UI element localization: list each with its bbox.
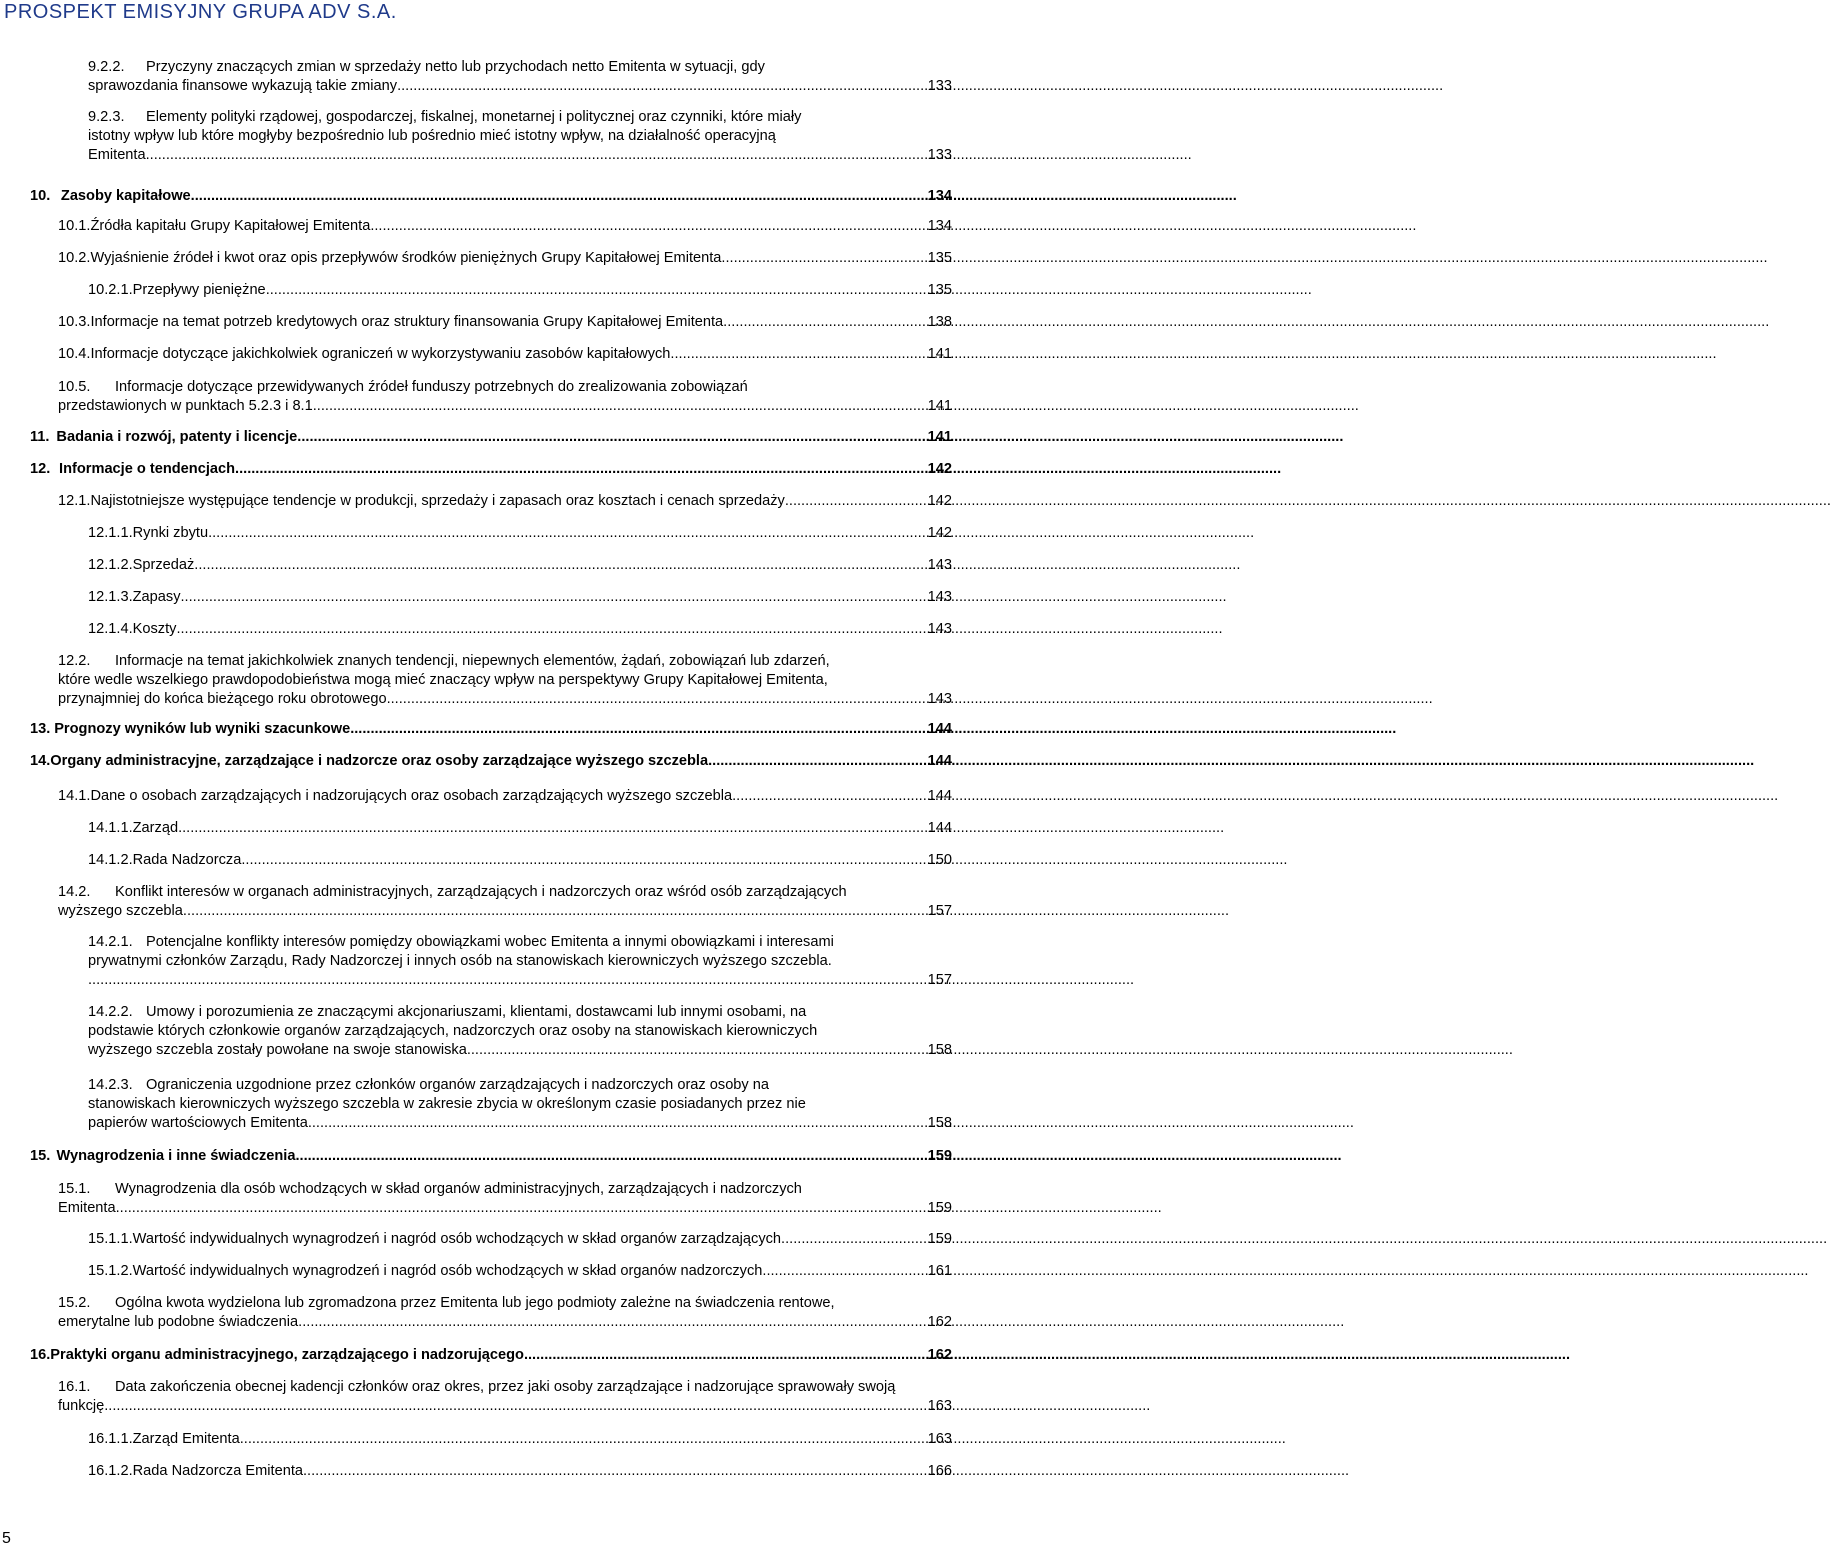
toc-entry[interactable] (58, 787, 952, 806)
toc-entry[interactable] (58, 1378, 952, 1416)
toc-entry-title: Badania i rozwój, patenty i licencje (56, 429, 298, 445)
toc-entry[interactable] (88, 1462, 952, 1481)
toc-entry-title-line: Ogólna kwota wydzielona lub zgromadzona przez Emitenta lub jego podmioty zależne na świadczenia rentowe, (115, 1295, 835, 1311)
toc-entry[interactable] (58, 313, 952, 332)
toc-entry-title: Przepływy pieniężne (132, 282, 266, 298)
toc-entry-title: Prognozy wyników lub wyniki szacunkowe (54, 721, 351, 737)
toc-dot-leader (723, 313, 925, 332)
toc-entry-page: 161 (927, 1263, 952, 1279)
toc-entry-number: 16.1. (58, 1379, 91, 1395)
toc-entry-number: 12.1. (58, 493, 91, 509)
toc-entry-page: 158 (927, 1115, 952, 1131)
toc-entry-page: 157 (927, 972, 952, 988)
toc-dot-leader (241, 851, 925, 870)
toc-dot-leader (176, 620, 925, 639)
toc-entry[interactable] (58, 249, 952, 268)
toc-entry-title-line: podstawie których członkowie organów zarządzających, nadzorczych oraz osoby na stanowiskach kierowniczych (88, 1023, 818, 1039)
toc-entry-number: 14.1.2. (88, 852, 133, 868)
toc-dot-leader (295, 1147, 925, 1166)
toc-entry-number: 14.2.1. (88, 934, 133, 950)
toc-entry-title: Zarząd (132, 820, 179, 836)
toc-entry[interactable] (88, 108, 952, 165)
toc-entry-number: 16. (30, 1347, 51, 1363)
toc-entry-page: 158 (927, 1042, 952, 1058)
toc-entry-title-line: które wedle wszelkiego prawdopodobieństwa mogą mieć znaczący wpływ na perspektywy Grupy Kapitałowej Emitenta, (58, 672, 828, 688)
toc-entry-title: Sprzedaż (132, 557, 195, 573)
toc-entry-page: 144 (927, 721, 952, 737)
toc-entry-page: 159 (927, 1148, 952, 1164)
toc-entry[interactable] (58, 883, 952, 921)
toc-entry-title: funkcję (58, 1398, 105, 1414)
toc-entry-number: 12. (30, 461, 51, 477)
toc-entry-number: 9.2.2. (88, 59, 125, 75)
toc-entry-number: 14. (30, 753, 51, 769)
toc-entry-page: 133 (927, 78, 952, 94)
toc-dot-leader (785, 492, 926, 511)
toc-entry-number: 10. (30, 188, 51, 204)
toc-entry-title: Najistotniejsze występujące tendencje w produkcji, sprzedaży i zapasach oraz kosztach i cenach sprzedaży (90, 493, 785, 509)
toc-entry-page: 144 (927, 753, 952, 769)
toc-dot-leader (762, 1262, 925, 1281)
toc-entry-title-line: Potencjalne konflikty interesów pomiędzy obowiązkami wobec Emitenta a innymi obowiązkami i interesami (146, 934, 834, 950)
toc-entry-number: 12.1.1. (88, 525, 133, 541)
toc-entry[interactable] (58, 652, 952, 709)
toc-dot-leader (781, 1230, 926, 1249)
toc-entry[interactable] (88, 851, 952, 870)
toc-entry-number: 14.1. (58, 788, 91, 804)
toc-entry[interactable] (58, 492, 952, 511)
toc-entry-page: 134 (927, 218, 952, 234)
toc-entry-title-line: Data zakończenia obecnej kadencji członków oraz okres, przez jaki osoby zarządzające i nadzorujące sprawowały swoją (115, 1379, 896, 1395)
toc-entry-page: 138 (927, 314, 952, 330)
toc-entry-page: 133 (927, 147, 952, 163)
toc-dot-leader (191, 187, 926, 206)
toc-entry-title: Emitenta (58, 1200, 116, 1216)
toc-entry-number: 15.1.2. (88, 1263, 133, 1279)
toc-dot-leader (670, 345, 925, 364)
toc-entry-page: 166 (927, 1463, 952, 1479)
toc-entry-title: Zasoby kapitałowe (60, 188, 191, 204)
toc-dot-leader (350, 720, 925, 739)
toc-entry-title: Rada Nadzorcza (132, 852, 242, 868)
toc-entry[interactable] (58, 345, 952, 364)
toc-entry-number: 12.1.2. (88, 557, 133, 573)
toc-dot-leader (397, 77, 926, 96)
toc-dot-leader (524, 1346, 926, 1365)
toc-dot-leader (181, 588, 926, 607)
toc-entry-number: 10.5. (58, 379, 91, 395)
toc-dot-leader (387, 690, 926, 709)
toc-dot-leader (298, 1313, 925, 1332)
toc-dot-leader (297, 428, 925, 447)
toc-entry-title: emerytalne lub podobne świadczenia (58, 1314, 299, 1330)
toc-entry-number: 14.2.3. (88, 1077, 133, 1093)
toc-entry-page: 159 (927, 1200, 952, 1216)
toc-entry-number: 12.1.4. (88, 621, 133, 637)
toc-entry-page: 143 (927, 589, 952, 605)
toc-entry-title: Praktyki organu administracyjnego, zarządzającego i nadzorującego (50, 1347, 524, 1363)
toc-entry-number: 10.2.1. (88, 282, 133, 298)
toc-entry-page: 142 (927, 525, 952, 541)
toc-entry-number: 12.1.3. (88, 589, 133, 605)
toc-entry-title: sprawozdania finansowe wykazują takie zmiany (88, 78, 398, 94)
toc-dot-leader (708, 752, 926, 771)
toc-entry-title: Wyjaśnienie źródeł i kwot oraz opis przepływów środków pieniężnych Grupy Kapitałowej Emitenta (90, 250, 722, 266)
toc-entry-page: 157 (927, 903, 952, 919)
toc-entry-title: Dane o osobach zarządzających i nadzorujących oraz osobach zarządzających wyższego szczebla (90, 788, 733, 804)
toc-entry-page: 141 (927, 429, 952, 445)
toc-entry[interactable] (30, 460, 952, 479)
toc-entry[interactable] (58, 378, 952, 416)
toc-dot-leader (303, 1462, 926, 1481)
toc-entry-title: wyższego szczebla (58, 903, 183, 919)
toc-dot-leader (183, 902, 926, 921)
toc-entry-number: 15.1. (58, 1181, 91, 1197)
toc-entry-number: 10.3. (58, 314, 91, 330)
toc-entry-number: 14.1.1. (88, 820, 133, 836)
toc-entry[interactable] (88, 281, 952, 300)
toc-entry[interactable] (88, 933, 952, 990)
toc-entry-title-line: Konflikt interesów w organach administracyjnych, zarządzających i nadzorczych oraz wśród osób zarządzających (115, 884, 847, 900)
toc-entry-page: 134 (927, 188, 952, 204)
toc-entry[interactable] (88, 819, 952, 838)
toc-entry-title: Organy administracyjne, zarządzające i nadzorcze oraz osoby zarządzające wyższego szczebla (50, 753, 709, 769)
toc-entry[interactable] (30, 428, 952, 447)
toc-entry-number: 10.2. (58, 250, 91, 266)
toc-entry[interactable] (30, 720, 952, 739)
toc-entry-title-line: Informacje dotyczące przewidywanych źródeł funduszy potrzebnych do zrealizowania zobowiązań (115, 379, 748, 395)
toc-dot-leader (266, 281, 926, 300)
toc-entry-title: Źródła kapitału Grupy Kapitałowej Emitenta (90, 218, 371, 234)
toc-dot-leader (88, 971, 926, 990)
toc-entry-title-line: Przyczyny znaczących zmian w sprzedaży netto lub przychodach netto Emitenta w sytuacji, gdy (146, 59, 765, 75)
toc-entry-title-line: Elementy polityki rządowej, gospodarczej, fiskalnej, monetarnej i politycznej oraz czynniki, które miały (146, 109, 802, 125)
toc-entry-number: 16.1.2. (88, 1463, 133, 1479)
toc-entry-title-line: istotny wpływ lub które mogłyby bezpośrednio lub pośrednio mieć istotny wpływ, na działalność operacyjną (88, 128, 776, 144)
toc-dot-leader (178, 819, 926, 838)
toc-entry-title: Zapasy (132, 589, 181, 605)
toc-entry-title-line: prywatnymi członków Zarządu, Rady Nadzorczej i innych osób na stanowiskach kierowniczych wyższego szczebla. (88, 953, 832, 969)
toc-entry-page: 143 (927, 691, 952, 707)
toc-entry[interactable] (58, 1180, 952, 1218)
toc-entry-number: 16.1.1. (88, 1431, 133, 1447)
toc-entry[interactable] (88, 58, 952, 96)
toc-entry-page: 150 (927, 852, 952, 868)
toc-entry-title: papierów wartościowych Emitenta (88, 1115, 308, 1131)
toc-entry-title-line: Umowy i porozumienia ze znaczącymi akcjonariuszami, klientami, dostawcami lub innymi osobami, na (146, 1004, 807, 1020)
toc-entry-title: Wartość indywidualnych wynagrodzeń i nagród osób wchodzących w skład organów nadzorczych (132, 1263, 763, 1279)
toc-entry-page: 142 (927, 461, 952, 477)
toc-entry-title: wyższego szczebla zostały powołane na swoje stanowiska (88, 1042, 467, 1058)
toc-entry-title: Emitenta (88, 147, 146, 163)
toc-dot-leader (235, 460, 926, 479)
toc-entry[interactable] (88, 524, 952, 543)
page-number: 5 (2, 1530, 11, 1547)
toc-entry-number: 15. (30, 1148, 51, 1164)
toc-entry-number: 14.2.2. (88, 1004, 133, 1020)
toc-entry[interactable] (88, 1076, 952, 1133)
toc-entry-page: 144 (927, 788, 952, 804)
toc-entry[interactable] (58, 217, 952, 236)
toc-dot-leader (721, 249, 925, 268)
toc-entry[interactable] (88, 1003, 952, 1060)
toc-entry[interactable] (88, 620, 952, 639)
toc-entry-number: 13. (30, 721, 51, 737)
toc-dot-leader (370, 217, 925, 236)
toc-entry[interactable] (88, 556, 952, 575)
toc-entry-number: 10.1. (58, 218, 91, 234)
toc-dot-leader (313, 397, 926, 416)
toc-dot-leader (732, 787, 926, 806)
toc-entry-page: 144 (927, 820, 952, 836)
toc-entry-title: przynajmniej do końca bieżącego roku obrotowego (58, 691, 387, 707)
toc-entry-page: 162 (927, 1347, 952, 1363)
toc-entry-page: 162 (927, 1314, 952, 1330)
toc-entry-number: 10.4. (58, 346, 91, 362)
toc-dot-leader (308, 1114, 926, 1133)
toc-entry-page: 142 (927, 493, 952, 509)
toc-dot-leader (467, 1041, 926, 1060)
toc-entry-title: przedstawionych w punktach 5.2.3 i 8.1 (58, 398, 313, 414)
toc-entry-title: Zarząd Emitenta (132, 1431, 240, 1447)
toc-entry-number: 12.2. (58, 653, 91, 669)
toc-dot-leader (240, 1430, 926, 1449)
toc-entry-title-line: Wynagrodzenia dla osób wchodzących w skład organów administracyjnych, zarządzających i nadzorczych (115, 1181, 802, 1197)
toc-entry-title-line: Informacje na temat jakichkolwiek znanych tendencji, niepewnych elementów, żądań, zobowiązań lub zdarzeń, (115, 653, 830, 669)
toc-entry-page: 135 (927, 250, 952, 266)
toc-dot-leader (104, 1397, 925, 1416)
toc-entry-number: 11. (30, 429, 50, 445)
toc-entry[interactable] (30, 1346, 952, 1365)
toc-dot-leader (116, 1199, 926, 1218)
toc-entry-title: Informacje dotyczące jakichkolwiek ograniczeń w wykorzystywaniu zasobów kapitałowych (90, 346, 671, 362)
toc-entry-title-line: stanowiskach kierowniczych wyższego szczebla w zakresie zbycia w określonym czasie posiadanych przez nie (88, 1096, 806, 1112)
toc-entry[interactable] (88, 1262, 952, 1281)
toc-entry[interactable] (58, 1294, 952, 1332)
toc-entry-page: 141 (927, 346, 952, 362)
toc-entry-title: Koszty (132, 621, 177, 637)
toc-dot-leader (208, 524, 926, 543)
toc-entry[interactable] (30, 752, 952, 771)
toc-entry-title-line: Ograniczenia uzgodnione przez członków organów zarządzających i nadzorczych oraz osoby na (146, 1077, 770, 1093)
toc-entry-title: Informacje na temat potrzeb kredytowych oraz struktury finansowania Grupy Kapitałowej Emitenta (90, 314, 724, 330)
toc-entry[interactable] (30, 187, 952, 206)
toc-entry-page: 141 (927, 398, 952, 414)
toc-entry-title: Rada Nadzorcza Emitenta (132, 1463, 303, 1479)
toc-entry-title: Wynagrodzenia i inne świadczenia (56, 1148, 296, 1164)
document-header: PROSPEKT EMISYJNY GRUPA ADV S.A. (4, 1, 397, 23)
toc-dot-leader (146, 146, 926, 165)
toc-entry-number: 9.2.3. (88, 109, 125, 125)
toc-dot-leader (194, 556, 925, 575)
toc-entry-page: 159 (927, 1231, 952, 1247)
toc-entry-page: 163 (927, 1398, 952, 1414)
toc-entry-number: 14.2. (58, 884, 91, 900)
toc-entry-page: 163 (927, 1431, 952, 1447)
toc-entry-title: Wartość indywidualnych wynagrodzeń i nagród osób wchodzących w skład organów zarządzających (132, 1231, 782, 1247)
toc-entry[interactable] (88, 1230, 952, 1249)
toc-entry[interactable] (88, 588, 952, 607)
toc-entry-number: 15.2. (58, 1295, 91, 1311)
toc-entry[interactable] (88, 1430, 952, 1449)
toc-entry-page: 143 (927, 557, 952, 573)
toc-entry-page: 135 (927, 282, 952, 298)
toc-entry[interactable] (30, 1147, 952, 1166)
toc-entry-page: 143 (927, 621, 952, 637)
toc-entry-title: Rynki zbytu (132, 525, 209, 541)
toc-entry-number: 15.1.1. (88, 1231, 133, 1247)
toc-entry-title: Informacje o tendencjach (59, 461, 236, 477)
